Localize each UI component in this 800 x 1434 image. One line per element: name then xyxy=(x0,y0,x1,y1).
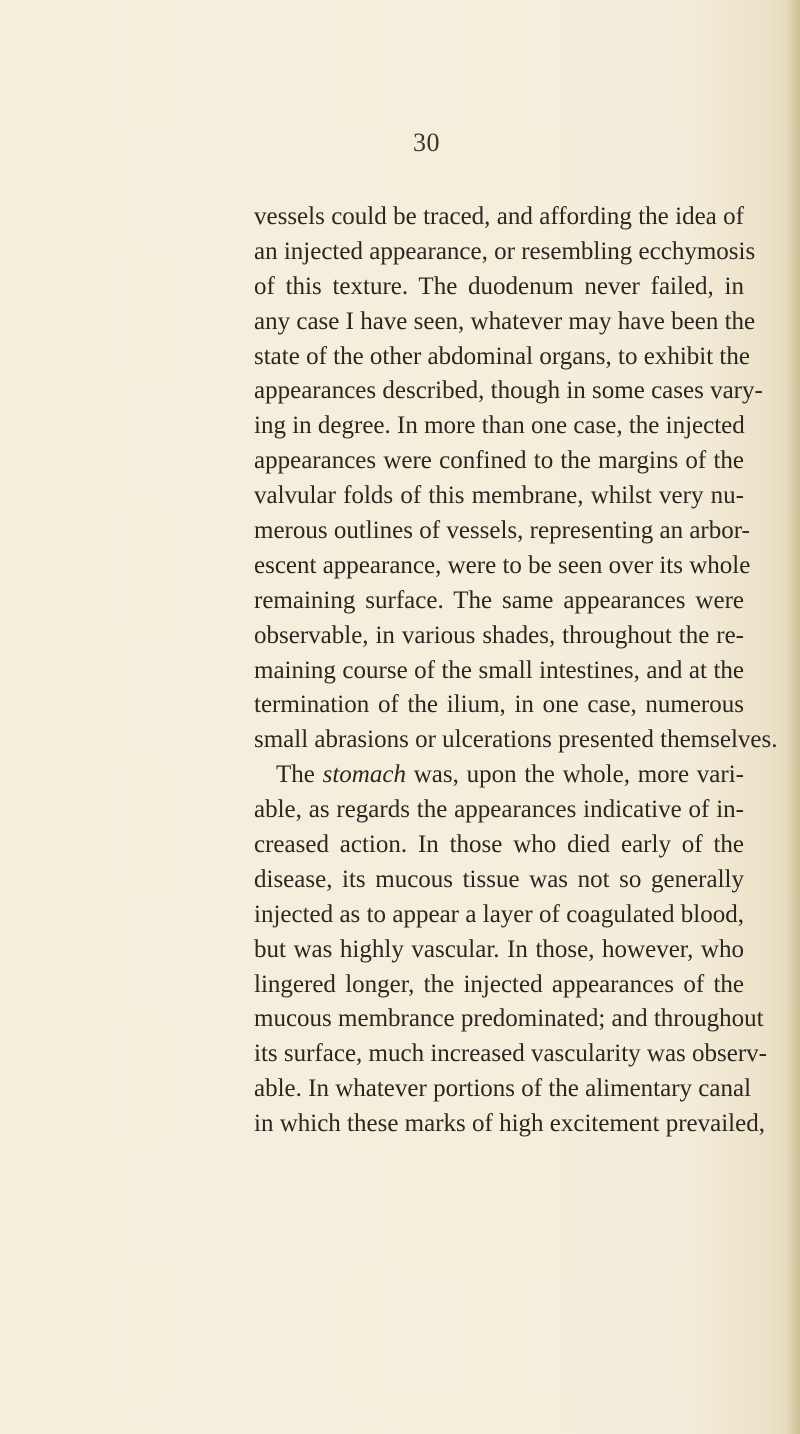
text-fragment: The xyxy=(276,761,323,789)
text-line: any case I have seen, whatever may have been the xyxy=(254,307,756,335)
text-line: vessels could be traced, and affording the idea of xyxy=(254,203,744,230)
page-number: 30 xyxy=(413,128,440,157)
text-line: but was highly vascular. In those, however, who xyxy=(254,935,744,963)
text-line: termination of the ilium, in one case, numerous xyxy=(254,691,744,719)
text-line: able. In whatever portions of the alimentary canal xyxy=(254,1075,752,1103)
text-line: state of the other abdominal organs, to exhibit the xyxy=(254,342,750,370)
text-line: lingered longer, the injected appearances of the xyxy=(254,970,744,998)
text-fragment: was, upon the whole, more vari- xyxy=(405,761,745,789)
text-line: mucous membrance predominated; and throughout xyxy=(254,1005,764,1033)
text-line: injected as to appear a layer of coagulated blood, xyxy=(254,900,744,928)
body-text xyxy=(254,200,778,1142)
text-line: merous outlines of vessels, representing an arbor- xyxy=(254,517,750,545)
text-line: appearances were confined to the margins of the xyxy=(254,447,744,475)
text-line: its surface, much increased vascularity was observ- xyxy=(254,1040,768,1068)
text-line: escent appearance, were to be seen over its whole xyxy=(254,551,751,579)
paragraph-start-line xyxy=(254,758,744,793)
page-edge-shadow xyxy=(786,0,800,1434)
text-line: remaining surface. The same appearances were xyxy=(254,586,744,614)
text-line: disease, its mucous tissue was not so generally xyxy=(254,865,744,893)
text-line: appearances described, though in some cases vary- xyxy=(254,377,763,405)
text-line: ing in degree. In more than one case, the injected xyxy=(254,412,745,440)
text-line: an injected appearance, or resembling ecchymosis xyxy=(254,237,756,265)
text-line: creased action. In those who died early of the xyxy=(254,831,744,859)
text-line: observable, in various shades, throughout the re- xyxy=(254,621,744,649)
emphasis-stomach: stomach xyxy=(322,761,406,789)
text-line: maining course of the small intestines, and at the xyxy=(254,656,744,684)
text-line: of this texture. The duodenum never failed, in xyxy=(254,272,744,300)
text-line: able, as regards the appearances indicative of in- xyxy=(254,796,744,824)
text-line: small abrasions or ulcerations presented themselves. xyxy=(254,726,778,754)
text-line: in which these marks of high excitement prevailed, xyxy=(254,1110,765,1138)
text-line: valvular folds of this membrane, whilst very nu- xyxy=(254,482,744,510)
